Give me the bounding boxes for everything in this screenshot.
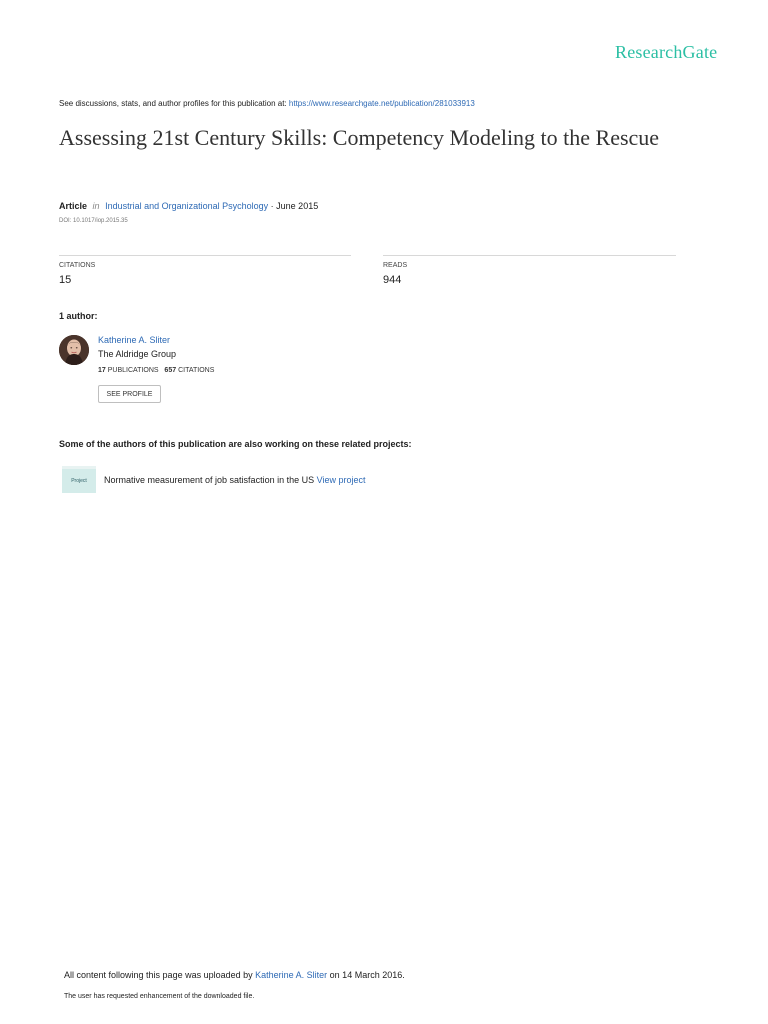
- publication-type: Article: [59, 201, 88, 211]
- project-title: Normative measurement of job satisfaction in the US: [104, 475, 317, 485]
- authors-heading: 1 author:: [59, 311, 98, 321]
- doi-text: DOI: 10.1017/iop.2015.35: [59, 218, 128, 224]
- publication-url-link[interactable]: https://www.researchgate.net/publication/281033913: [288, 99, 475, 108]
- publication-title: Assessing 21st Century Skills: Competency Modeling to the Rescue: [59, 125, 660, 150]
- author-name-link[interactable]: Katherine A. Sliter: [98, 335, 171, 345]
- see-discussions-text: See discussions, stats, and author profiles for this publication at:: [59, 99, 289, 108]
- upload-note: [64, 970, 405, 980]
- upload-prefix: All content following this page was uploaded by: [64, 970, 256, 980]
- enhancement-request-note: The user has requested enhancement of the downloaded file.: [64, 993, 255, 1000]
- meta-in-text: in: [92, 201, 100, 211]
- author-photo-icon: [59, 335, 89, 365]
- upload-date: on 14 March 2016.: [327, 970, 405, 980]
- publication-meta: [59, 201, 318, 211]
- researchgate-logo[interactable]: ResearchGate: [615, 42, 718, 62]
- author-citations-label: CITATIONS: [178, 367, 215, 374]
- author-avatar[interactable]: [59, 335, 89, 365]
- reads-value: 944: [383, 274, 402, 286]
- citations-value: 15: [59, 274, 72, 286]
- author-citations-count: 657: [164, 367, 177, 374]
- view-project-link[interactable]: View project: [316, 475, 366, 485]
- project-item: [104, 475, 365, 485]
- project-thumbnail-icon[interactable]: [62, 466, 96, 493]
- journal-link[interactable]: Industrial and Organizational Psychology: [105, 201, 269, 211]
- see-discussions-line: [59, 99, 475, 108]
- see-profile-button[interactable]: SEE PROFILE: [98, 385, 161, 403]
- author-publications-count: 17: [98, 367, 106, 374]
- reads-label: READS: [383, 262, 408, 269]
- project-thumb-label: Project: [71, 478, 87, 484]
- citations-label: CITATIONS: [59, 262, 96, 269]
- related-projects-heading: Some of the authors of this publication are also working on these related projects:: [59, 439, 412, 449]
- author-institution: The Aldridge Group: [98, 349, 177, 359]
- uploader-link[interactable]: Katherine A. Sliter: [255, 970, 328, 980]
- author-publications-label: PUBLICATIONS: [107, 367, 159, 374]
- divider-reads: [383, 255, 676, 256]
- author-stats: [98, 367, 214, 374]
- divider-citations: [59, 255, 351, 256]
- publication-date: · June 2015: [268, 201, 319, 211]
